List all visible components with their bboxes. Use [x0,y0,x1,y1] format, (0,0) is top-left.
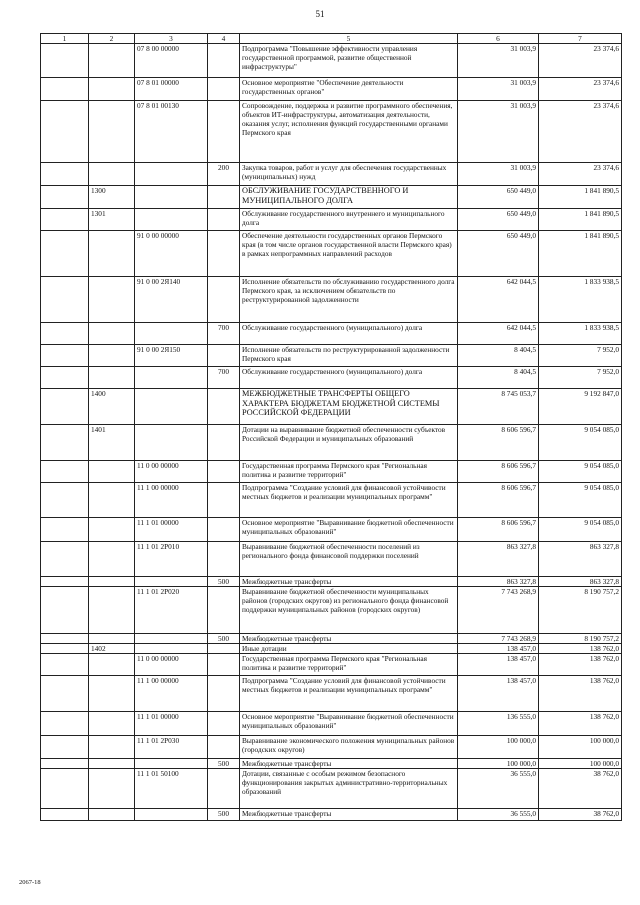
cell-target-code [135,634,208,644]
cell-col1 [41,518,89,542]
cell-section [89,736,135,759]
cell-expense-type [208,461,240,483]
cell-expense-type [208,654,240,676]
cell-expense-type [208,345,240,367]
cell-section [89,809,135,821]
cell-expense-type [208,518,240,542]
cell-target-code [135,425,208,461]
cell-target-code: 11 1 01 2Р010 [135,542,208,577]
cell-col1 [41,101,89,163]
cell-col1 [41,769,89,809]
cell-expense-type [208,277,240,323]
cell-expense-type: 500 [208,759,240,769]
cell-amount-2019: 36 555,0 [458,769,539,809]
cell-col1 [41,654,89,676]
table-row [41,367,622,389]
cell-section [89,231,135,277]
cell-description: Межбюджетные трансферты [240,809,458,821]
cell-description: Дотации, связанные с особым режимом безопасного функционирования закрытых административно-территориальных образований [240,769,458,809]
cell-amount-2019: 31 003,9 [458,101,539,163]
cell-section: 1301 [89,209,135,231]
cell-amount-2019: 8 606 596,7 [458,483,539,518]
cell-amount-2020: 7 952,0 [539,345,622,367]
cell-amount-2020: 8 190 757,2 [539,587,622,634]
cell-section [89,769,135,809]
cell-amount-2020: 1 841 890,5 [539,209,622,231]
cell-col1 [41,587,89,634]
cell-section [89,163,135,186]
table-row [41,231,622,277]
column-header-7: 7 [539,34,622,44]
cell-description: Подпрограмма "Повышение эффективности управления государственной программой, развитие общественной инфраструктуры" [240,44,458,78]
cell-description: Исполнение обязательств по реструктурированной задолженности Пермского края [240,345,458,367]
cell-section [89,542,135,577]
cell-target-code: 11 1 01 2Р020 [135,587,208,634]
cell-description: МЕЖБЮДЖЕТНЫЕ ТРАНСФЕРТЫ ОБЩЕГО ХАРАКТЕРА БЮДЖЕТАМ БЮДЖЕТНОЙ СИСТЕМЫ РОССИЙСКОЙ ФЕДЕРАЦИИ [240,389,458,425]
cell-section [89,518,135,542]
cell-section [89,367,135,389]
cell-amount-2020: 9 054 085,0 [539,461,622,483]
cell-description: Государственная программа Пермского края "Региональная политика и развитие территорий" [240,461,458,483]
cell-expense-type [208,542,240,577]
cell-col1 [41,483,89,518]
cell-col1 [41,163,89,186]
table-row [41,461,622,483]
cell-amount-2020: 863 327,8 [539,577,622,587]
column-header-2: 2 [89,34,135,44]
table-row [41,736,622,759]
cell-target-code: 07 8 00 00000 [135,44,208,78]
cell-description: Межбюджетные трансферты [240,759,458,769]
cell-section [89,323,135,345]
column-header-4: 4 [208,34,240,44]
cell-expense-type [208,44,240,78]
cell-col1 [41,277,89,323]
cell-target-code: 11 1 01 00000 [135,518,208,542]
cell-col1 [41,323,89,345]
cell-amount-2020: 100 000,0 [539,759,622,769]
cell-section: 1300 [89,186,135,209]
cell-section: 1400 [89,389,135,425]
table-row [41,345,622,367]
cell-target-code [135,759,208,769]
cell-col1 [41,425,89,461]
cell-amount-2019: 138 457,0 [458,644,539,654]
cell-target-code [135,323,208,345]
cell-amount-2020: 1 841 890,5 [539,231,622,277]
cell-section [89,44,135,78]
cell-col1 [41,712,89,736]
cell-amount-2020: 23 374,6 [539,44,622,78]
cell-expense-type [208,644,240,654]
cell-expense-type: 700 [208,323,240,345]
cell-amount-2019: 7 743 268,9 [458,587,539,634]
cell-amount-2019: 863 327,8 [458,542,539,577]
cell-amount-2019: 642 044,5 [458,277,539,323]
cell-amount-2019: 138 457,0 [458,654,539,676]
cell-section [89,634,135,644]
cell-amount-2019: 650 449,0 [458,209,539,231]
cell-col1 [41,634,89,644]
cell-expense-type: 700 [208,367,240,389]
cell-amount-2020: 23 374,6 [539,163,622,186]
cell-section [89,101,135,163]
cell-amount-2020: 9 054 085,0 [539,518,622,542]
table-row [41,809,622,821]
cell-amount-2020: 138 762,0 [539,644,622,654]
table-row [41,483,622,518]
cell-amount-2020: 9 054 085,0 [539,483,622,518]
cell-amount-2020: 8 190 757,2 [539,634,622,644]
cell-description: Обеспечение деятельности государственных органов Пермского края (в том числе органов государственной власти Пермского края) в рамках непрограммных направлений расходов [240,231,458,277]
cell-expense-type [208,186,240,209]
cell-amount-2019: 8 404,5 [458,345,539,367]
cell-description: Государственная программа Пермского края "Региональная политика и развитие территорий" [240,654,458,676]
table-row [41,759,622,769]
cell-expense-type [208,101,240,163]
table-row [41,644,622,654]
cell-amount-2020: 38 762,0 [539,769,622,809]
cell-amount-2020: 1 833 938,5 [539,323,622,345]
cell-col1 [41,345,89,367]
cell-section [89,78,135,101]
header-row [41,34,622,44]
cell-target-code: 11 1 01 50100 [135,769,208,809]
cell-col1 [41,44,89,78]
cell-target-code: 91 0 00 00000 [135,231,208,277]
cell-col1 [41,209,89,231]
cell-section: 1401 [89,425,135,461]
document-code: 2067-18 [19,879,41,886]
cell-amount-2019: 642 044,5 [458,323,539,345]
table-row [41,654,622,676]
cell-description: Подпрограмма "Создание условий для финансовой устойчивости местных бюджетов и реализации муниципальных программ" [240,483,458,518]
cell-description: Основное мероприятие "Выравнивание бюджетной обеспеченности муниципальных образований" [240,518,458,542]
cell-amount-2019: 650 449,0 [458,186,539,209]
column-header-3: 3 [135,34,208,44]
cell-amount-2020: 863 327,8 [539,542,622,577]
table-row [41,323,622,345]
cell-amount-2019: 8 606 596,7 [458,425,539,461]
cell-amount-2020: 9 054 085,0 [539,425,622,461]
column-header-6: 6 [458,34,539,44]
cell-col1 [41,736,89,759]
cell-section [89,676,135,712]
cell-target-code: 11 0 00 00000 [135,654,208,676]
cell-description: Основное мероприятие "Обеспечение деятельности государственных органов" [240,78,458,101]
cell-amount-2020: 1 841 890,5 [539,186,622,209]
cell-section [89,345,135,367]
cell-section [89,577,135,587]
budget-table [40,33,622,821]
table-row [41,78,622,101]
cell-expense-type: 500 [208,634,240,644]
cell-expense-type [208,483,240,518]
cell-col1 [41,78,89,101]
cell-section: 1402 [89,644,135,654]
cell-amount-2019: 7 743 268,9 [458,634,539,644]
cell-amount-2020: 138 762,0 [539,654,622,676]
cell-expense-type: 200 [208,163,240,186]
cell-description: Обслуживание государственного (муниципального) долга [240,367,458,389]
cell-col1 [41,367,89,389]
cell-target-code: 11 1 00 00000 [135,483,208,518]
table-row [41,634,622,644]
cell-description: Исполнение обязательств по обслуживанию государственного долга Пермского края, за исключением обязательств по реструктурированной задолженности [240,277,458,323]
cell-amount-2020: 38 762,0 [539,809,622,821]
cell-description: Закупка товаров, работ и услуг для обеспечения государственных (муниципальных) нужд [240,163,458,186]
cell-target-code: 11 1 01 2Р030 [135,736,208,759]
cell-description: Обслуживание государственного внутреннего и муниципального долга [240,209,458,231]
cell-description: Сопровождение, поддержка и развитие программного обеспечения, объектов ИТ-инфраструктуры, автоматизация деятельности, оказания услуг, исполнения функций государственными органами Пермского края [240,101,458,163]
cell-target-code: 11 1 00 00000 [135,676,208,712]
cell-target-code: 91 0 00 2Я140 [135,277,208,323]
cell-amount-2020: 1 833 938,5 [539,277,622,323]
cell-target-code: 11 1 01 00000 [135,712,208,736]
table-row [41,769,622,809]
cell-amount-2019: 100 000,0 [458,736,539,759]
cell-col1 [41,809,89,821]
cell-col1 [41,759,89,769]
cell-col1 [41,577,89,587]
cell-description: Выравнивание бюджетной обеспеченности поселений из регионального фонда финансовой поддержки поселений [240,542,458,577]
cell-description: Дотации на выравнивание бюджетной обеспеченности субъектов Российской Федерации и муниципальных образований [240,425,458,461]
cell-section [89,712,135,736]
table-row [41,101,622,163]
cell-target-code [135,163,208,186]
cell-description: Межбюджетные трансферты [240,577,458,587]
cell-expense-type [208,676,240,712]
column-header-1: 1 [41,34,89,44]
cell-col1 [41,461,89,483]
cell-expense-type [208,712,240,736]
cell-amount-2019: 100 000,0 [458,759,539,769]
page-number: 51 [315,9,325,19]
cell-target-code: 07 8 01 00000 [135,78,208,101]
table-body [41,44,622,821]
table-row [41,277,622,323]
cell-description: Выравнивание бюджетной обеспеченности муниципальных районов (городских округов) из регионального фонда финансовой поддержки муниципальных районов (городских округов) [240,587,458,634]
cell-expense-type [208,389,240,425]
cell-section [89,654,135,676]
cell-amount-2019: 138 457,0 [458,676,539,712]
cell-section [89,759,135,769]
cell-amount-2019: 8 745 053,7 [458,389,539,425]
cell-amount-2019: 8 606 596,7 [458,461,539,483]
cell-amount-2019: 650 449,0 [458,231,539,277]
table-row [41,44,622,78]
cell-target-code [135,186,208,209]
table-row [41,186,622,209]
table-row [41,542,622,577]
cell-col1 [41,231,89,277]
cell-target-code [135,809,208,821]
cell-target-code: 11 0 00 00000 [135,461,208,483]
cell-col1 [41,389,89,425]
column-header-5: 5 [240,34,458,44]
table-row [41,425,622,461]
cell-section [89,461,135,483]
cell-expense-type [208,425,240,461]
cell-amount-2019: 31 003,9 [458,44,539,78]
cell-col1 [41,644,89,654]
cell-section [89,277,135,323]
table-row [41,587,622,634]
table-row [41,712,622,736]
cell-target-code [135,577,208,587]
table-row [41,209,622,231]
cell-amount-2020: 138 762,0 [539,712,622,736]
cell-expense-type: 500 [208,809,240,821]
cell-expense-type [208,736,240,759]
cell-amount-2019: 8 404,5 [458,367,539,389]
cell-amount-2019: 31 003,9 [458,78,539,101]
cell-amount-2019: 36 555,0 [458,809,539,821]
cell-amount-2020: 100 000,0 [539,736,622,759]
cell-target-code [135,367,208,389]
cell-amount-2020: 23 374,6 [539,101,622,163]
cell-target-code [135,209,208,231]
table-row [41,577,622,587]
cell-section [89,483,135,518]
cell-amount-2020: 138 762,0 [539,676,622,712]
cell-description: Иные дотации [240,644,458,654]
cell-col1 [41,186,89,209]
cell-expense-type: 500 [208,577,240,587]
cell-description: Подпрограмма "Создание условий для финансовой устойчивости местных бюджетов и реализации муниципальных программ" [240,676,458,712]
cell-description: Межбюджетные трансферты [240,634,458,644]
cell-amount-2020: 23 374,6 [539,78,622,101]
cell-amount-2020: 9 192 847,0 [539,389,622,425]
cell-description: Выравнивание экономического положения муниципальных районов (городских округов) [240,736,458,759]
cell-target-code: 91 0 00 2Я150 [135,345,208,367]
cell-target-code [135,389,208,425]
cell-expense-type [208,769,240,809]
cell-description: ОБСЛУЖИВАНИЕ ГОСУДАРСТВЕННОГО И МУНИЦИПАЛЬНОГО ДОЛГА [240,186,458,209]
cell-amount-2019: 863 327,8 [458,577,539,587]
table-row [41,676,622,712]
cell-col1 [41,676,89,712]
cell-expense-type [208,231,240,277]
cell-target-code [135,644,208,654]
cell-amount-2019: 8 606 596,7 [458,518,539,542]
cell-expense-type [208,587,240,634]
cell-section [89,587,135,634]
cell-amount-2020: 7 952,0 [539,367,622,389]
cell-expense-type [208,209,240,231]
table-row [41,389,622,425]
cell-amount-2019: 31 003,9 [458,163,539,186]
cell-expense-type [208,78,240,101]
table-row [41,518,622,542]
cell-amount-2019: 136 555,0 [458,712,539,736]
cell-col1 [41,542,89,577]
table-row [41,163,622,186]
cell-target-code: 07 8 01 00130 [135,101,208,163]
cell-description: Обслуживание государственного (муниципального) долга [240,323,458,345]
cell-description: Основное мероприятие "Выравнивание бюджетной обеспеченности муниципальных образований" [240,712,458,736]
